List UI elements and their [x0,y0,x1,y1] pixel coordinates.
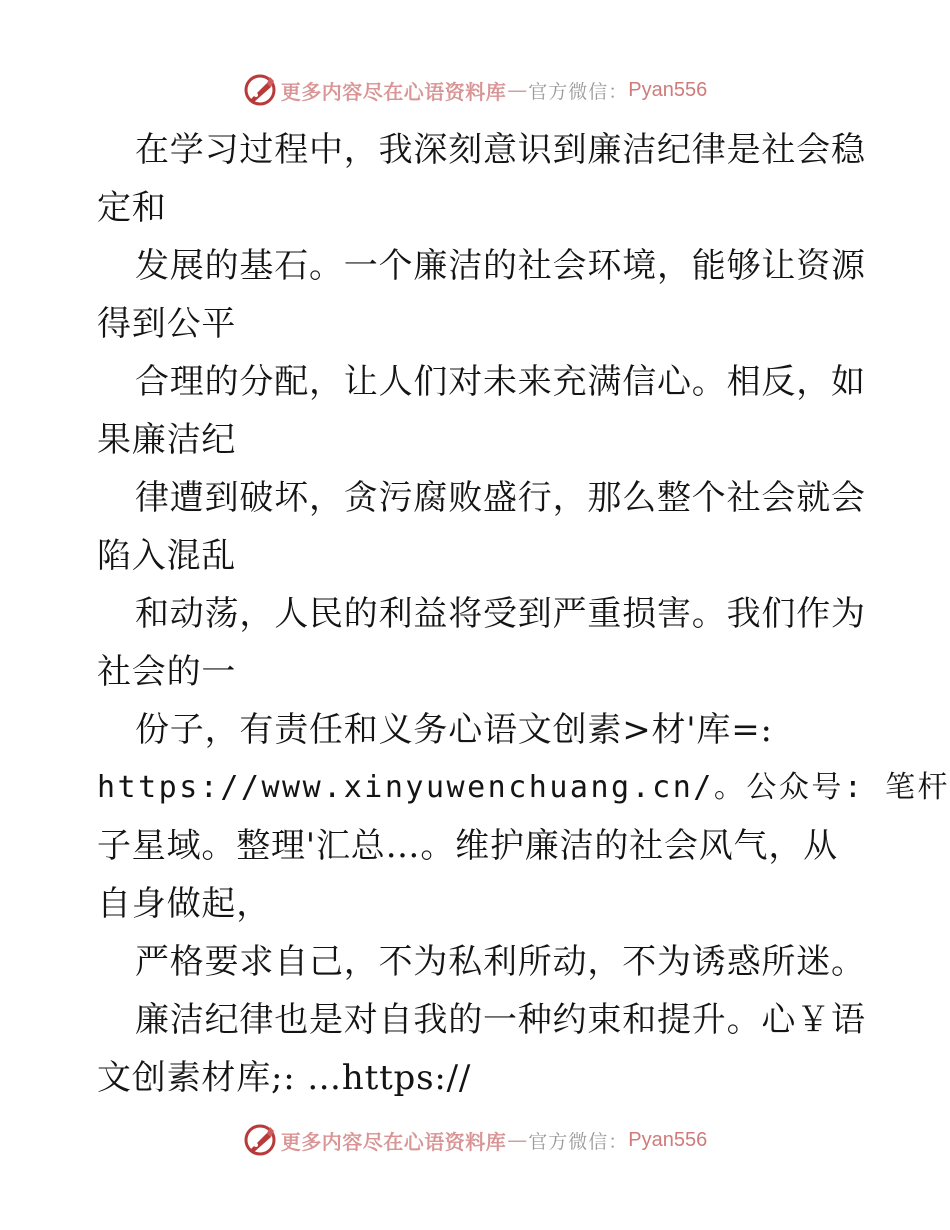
header-wechat-label: 官方微信： [528,80,629,103]
body-line-3: 发展的基石。一个廉洁的社会环境，能够让资源 [135,246,866,286]
body-line-9: 和动荡，人民的利益将受到严重损害。我们作为 [135,594,866,634]
footer-wechat-id: Pyan556 [628,1128,708,1151]
footer-banner [0,1120,950,1160]
body-line-2: 定和 [97,188,167,228]
body-line-14: 自身做起， [97,884,271,924]
body-line-1: 在学习过程中，我深刻意识到廉洁纪律是社会稳 [135,130,866,170]
document-body [97,121,950,1107]
body-line-8: 陷入混乱 [97,536,237,576]
body-line-10: 社会的一 [97,652,237,692]
footer-banner-inner [243,1123,707,1157]
header-banner [0,70,950,110]
body-line-12: https://www.xinyuwenchuang.cn/。公众号: 笔杆 [97,770,950,805]
body-line-7: 律遭到破坏，贪污腐败盛行，那么整个社会就会 [135,478,866,518]
header-banner-inner [243,73,707,107]
body-line-6: 果廉洁纪 [97,420,237,460]
body-line-13: 子星域。整理'汇总…。维护廉洁的社会风气，从 [97,826,838,866]
header-wechat-id: Pyan556 [628,78,708,101]
body-line-15: 严格要求自己，不为私利所动，不为诱惑所迷。 [135,942,866,982]
footer-banner-dash: — [507,1128,528,1152]
pen-logo-icon [243,73,277,107]
body-line-16: 廉洁纪律也是对自我的一种约束和提升。心￥语 [135,1000,866,1040]
body-line-17: 文创素材库;: …https:// [97,1058,472,1098]
header-banner-text: 更多内容尽在心语资料库 [280,79,507,104]
header-banner-dash: — [507,78,528,102]
body-line-4: 得到公平 [97,304,237,344]
body-line-11: 份子，有责任和义务心语文创素>材'库=: [135,710,773,750]
footer-wechat-label: 官方微信： [528,1130,629,1153]
pen-logo-icon [243,1123,277,1157]
body-line-5: 合理的分配，让人们对未来充满信心。相反，如 [135,362,866,402]
footer-banner-text: 更多内容尽在心语资料库 [280,1129,507,1154]
